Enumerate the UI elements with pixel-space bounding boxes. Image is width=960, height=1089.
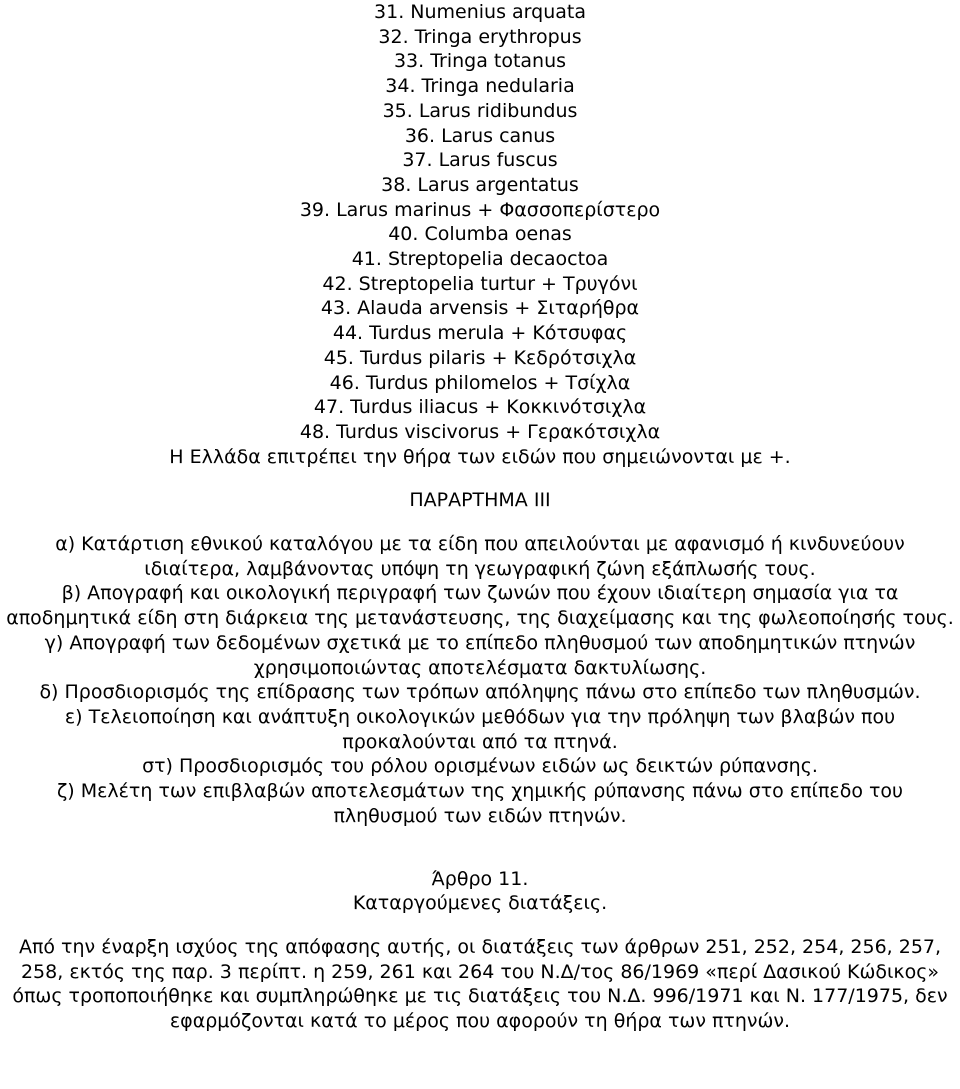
species-item: 32. Tringa erythropus	[378, 25, 582, 48]
species-item: 33. Tringa totanus	[393, 50, 567, 73]
article-body: Από την έναρξη ισχύος της απόφασης αυτής, οι διατάξεις των άρθρων 251, 252, 254, 256, 257, 258, εκτός της παρ. 3 περίπτ. η 259, 261 και 264 του Ν.Δ/τος 86/1969 «περί Δασικού Κώδικος» όπως τροποποιήθηκε και συμπληρώθηκε με τις διατάξεις του Ν.Δ. 996/1971 και Ν. 177/1975, δεν εφαρμόζονται κατά το μέρος που αφορούν τη θήρα των πτηνών.	[12, 935, 948, 1033]
species-item: 43. Alauda arvensis + Σιταρήθρα	[320, 297, 640, 320]
species-item: 40. Columba oenas	[388, 223, 572, 246]
species-item: 31. Numenius arquata	[374, 1, 586, 23]
article-title: Καταργούμενες διατάξεις.	[352, 892, 608, 915]
species-item: 35. Larus ridibundus	[382, 99, 578, 122]
hunting-note: Η Ελλάδα επιτρέπει την θήρα των ειδών που σημειώνονται με +.	[169, 445, 791, 468]
annex-item: στ) Προσδιορισμός του ρόλου ορισμένων ειδών ως δεικτών ρύπανσης.	[142, 755, 818, 778]
annex-item: ε) Τελειοποίηση και ανάπτυξη οικολογικών μεθόδων για την πρόληψη των βλαβών που προκαλούνται από τα πτηνά.	[64, 705, 896, 753]
article-number: Άρθρο 11.	[431, 867, 529, 890]
species-item: 34. Tringa nedularia	[385, 75, 575, 98]
species-item: 42. Streptopelia turtur + Τρυγόνι	[322, 272, 638, 295]
annex-title: ΠΑΡΑΡΤΗΜΑ ΙΙΙ	[409, 489, 551, 512]
species-item: 45. Turdus pilaris + Κεδρότσιχλα	[323, 346, 637, 369]
species-item: 41. Streptopelia decaoctoa	[351, 248, 609, 271]
species-item: 47. Turdus iliacus + Κοκκινότσιχλα	[313, 396, 647, 419]
species-item: 48. Turdus viscivorus + Γερακότσιχλα	[299, 420, 661, 443]
annex-item: β) Απογραφή και οικολογική περιγραφή των ζωνών που έχουν ιδιαίτερη σημασία για τα αποδημητικά είδη στη διάρκεια της μετανάστευσης, της διαχείμασης και της φωλεοποίησής τους.	[6, 582, 954, 630]
species-item: 38. Larus argentatus	[381, 173, 579, 196]
annex-items	[0, 532, 960, 828]
species-item: 46. Turdus philomelos + Τσίχλα	[329, 371, 631, 394]
annex-item: γ) Απογραφή των δεδομένων σχετικά με το επίπεδο πληθυσμού των αποδημητικών πτηνών χρησιμοποιώντας αποτελέσματα δακτυλίωσης.	[44, 631, 916, 679]
annex-item: ζ) Μελέτη των επιβλαβών αποτελεσμάτων της χημικής ρύπανσης πάνω στο επίπεδο του πληθυσμού των ειδών πτηνών.	[56, 780, 904, 827]
species-list	[0, 0, 960, 445]
species-item: 44. Turdus merula + Κότσυφας	[332, 322, 628, 345]
species-item: 37. Larus fuscus	[402, 149, 558, 172]
species-item: 36. Larus canus	[404, 124, 556, 147]
annex-item: δ) Προσδιορισμός της επίδρασης των τρόπων απόληψης πάνω στο επίπεδο των πληθυσμών.	[39, 681, 921, 704]
annex-item: α) Κατάρτιση εθνικού καταλόγου με τα είδη που απειλούνται με αφανισμό ή κινδυνεύουν ιδιαίτερα, λαμβάνοντας υπόψη τη γεωγραφική ζώνη εξάπλωσής τους.	[55, 533, 905, 580]
species-item: 39. Larus marinus + Φασσοπερίστερο	[299, 198, 661, 221]
